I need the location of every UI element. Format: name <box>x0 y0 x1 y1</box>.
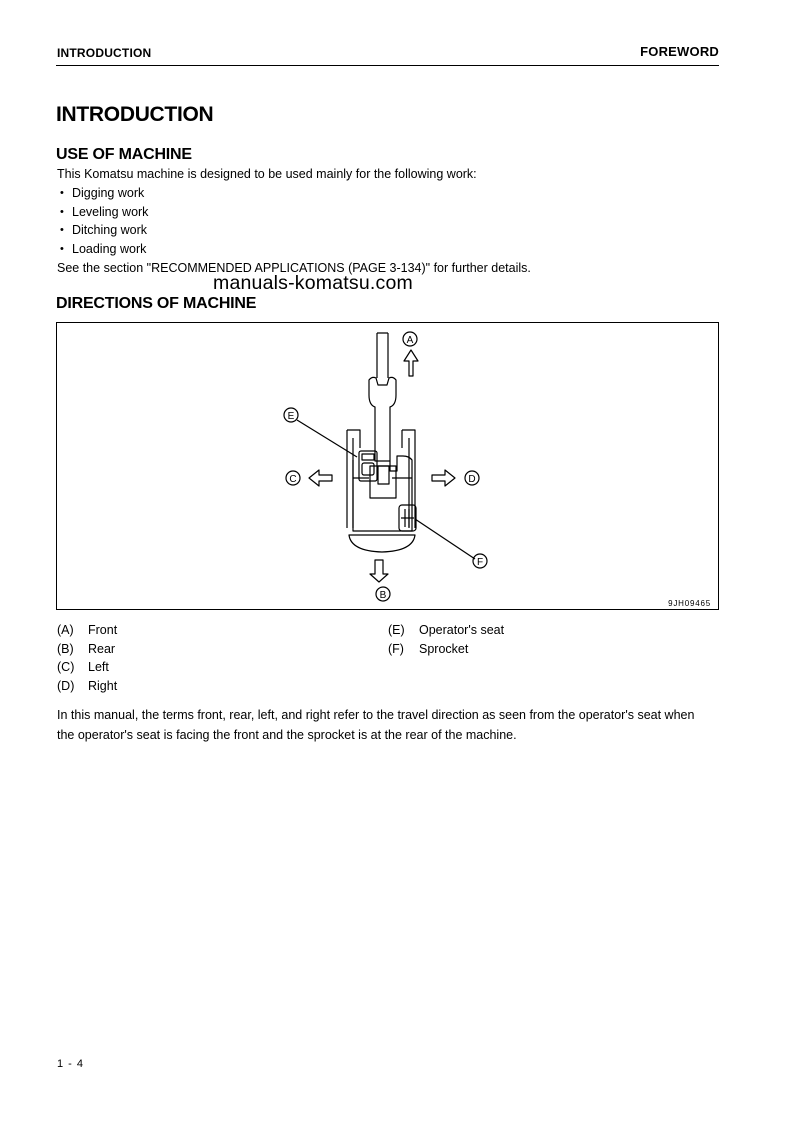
legend-text: Right <box>88 679 118 694</box>
legend-text: Left <box>88 660 109 675</box>
legend-item <box>388 640 504 659</box>
legend-key: (F) <box>388 641 404 656</box>
legend-item <box>57 658 117 677</box>
figure-label-f: F <box>476 557 484 568</box>
legend-key: (A) <box>57 623 74 637</box>
legend-right <box>388 621 504 658</box>
work-list <box>57 184 148 259</box>
legend-item <box>57 621 117 640</box>
figure-label-e: E <box>287 411 295 422</box>
page-title: INTRODUCTION <box>56 103 214 126</box>
cab-panel <box>378 466 389 484</box>
legend-item <box>57 640 117 659</box>
list-item: • Digging work <box>57 184 148 203</box>
page-number: 1 - 4 <box>57 1058 85 1070</box>
leader-e <box>297 420 357 457</box>
paragraph-line-1: In this manual, the terms front, rear, left, and right refer to the travel direction as seen from the operator's seat when <box>57 708 695 722</box>
figure-label-d: D <box>468 474 476 485</box>
legend-key: (D) <box>57 679 75 694</box>
see-also-text: See the section "RECOMMENDED APPLICATIONS (PAGE 3-134)" for further details. <box>57 261 531 275</box>
header-chapter-label: FOREWORD <box>640 44 719 59</box>
use-of-machine-heading: USE OF MACHINE <box>56 146 192 163</box>
legend-key: (C) <box>57 660 75 675</box>
legend-text: Rear <box>88 641 116 656</box>
legend-text: Sprocket <box>419 641 469 656</box>
use-intro-text: This Komatsu machine is designed to be used mainly for the following work: <box>57 167 477 181</box>
header-section-label: INTRODUCTION <box>57 46 152 60</box>
figure-label-b: B <box>379 590 387 601</box>
legend-left <box>57 621 117 696</box>
leader-f <box>415 519 475 559</box>
counterweight <box>349 535 415 552</box>
legend-key: (E) <box>388 623 405 637</box>
arrow-right <box>432 470 455 486</box>
legend-item <box>388 621 504 640</box>
figure-code: 9JH09465 <box>668 599 711 608</box>
seat-back <box>362 454 374 460</box>
operator-seat-shape <box>362 463 374 475</box>
figure-label-c: C <box>289 474 297 485</box>
list-item: • Loading work <box>57 240 148 259</box>
arm-outline <box>377 333 388 378</box>
list-item: • Leveling work <box>57 203 148 222</box>
directions-figure <box>56 322 719 610</box>
legend-text: Front <box>88 623 118 637</box>
list-item: • Ditching work <box>57 221 148 240</box>
arrow-front <box>404 350 418 376</box>
watermark-text: manuals-komatsu.com <box>213 272 413 294</box>
paragraph-line-2: the operator's seat is facing the front and the sprocket is at the rear of the machine. <box>57 727 517 742</box>
figure-label-a: A <box>406 335 414 346</box>
legend-text: Operator's seat <box>419 623 505 637</box>
directions-heading: DIRECTIONS OF MACHINE <box>56 295 257 312</box>
legend-item <box>57 677 117 696</box>
legend-key: (B) <box>57 641 74 656</box>
machine-diagram <box>57 323 718 609</box>
boom-outline <box>369 377 396 461</box>
directions-paragraph <box>57 706 721 745</box>
header-rule <box>56 65 719 66</box>
arrow-rear <box>370 560 388 582</box>
arrow-left <box>309 470 332 486</box>
